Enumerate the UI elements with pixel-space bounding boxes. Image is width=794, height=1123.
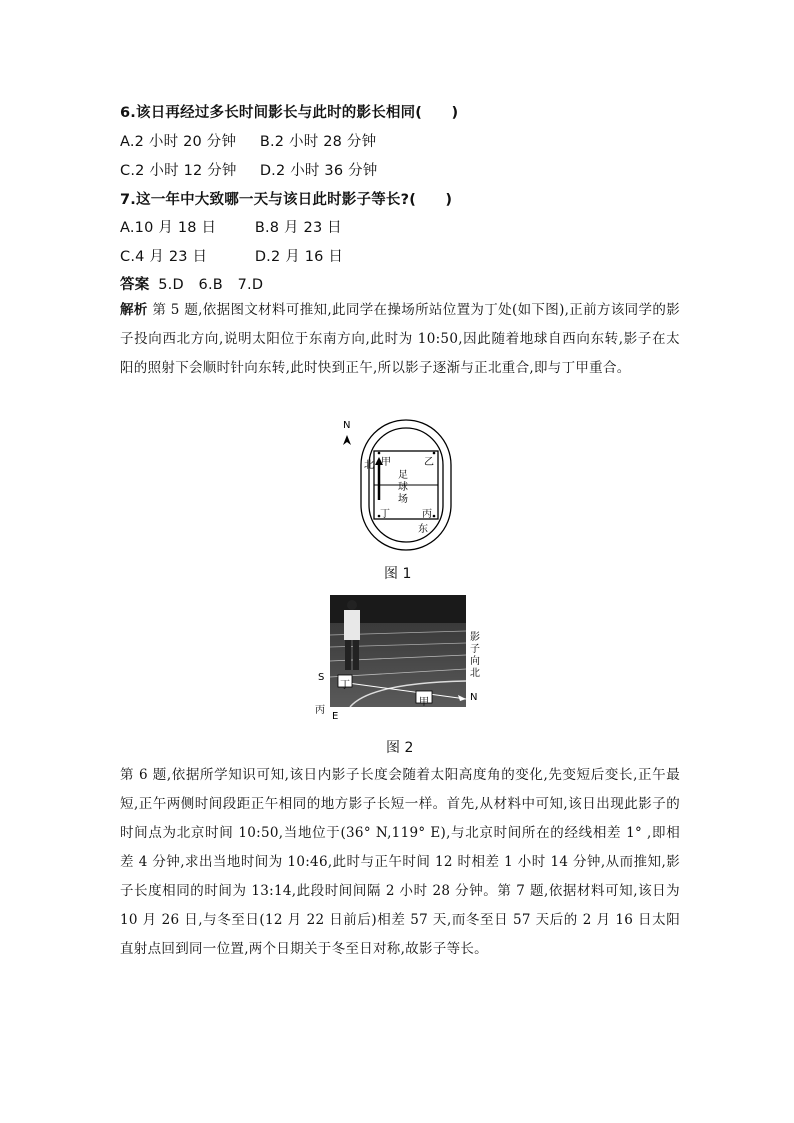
- q7-option-c: C.4 月 23 日: [120, 249, 208, 265]
- fig1-field-label: 足 球 场: [398, 470, 408, 505]
- fig2-shadow-label: 影 子 向 北: [470, 632, 480, 679]
- question-7-text: 7.这一年中大致哪一天与该日此时影子等长?( ): [120, 192, 453, 208]
- analysis-paragraph-1: [120, 296, 680, 383]
- question-7-options-row2: [120, 245, 343, 266]
- figure-2-photo: [330, 595, 466, 707]
- fig2-bing-label: 丙: [315, 705, 325, 716]
- figure-1-caption: 图 1: [384, 566, 412, 582]
- figure-2-caption: 图 2: [386, 740, 414, 756]
- fig2-S-label: S: [318, 672, 325, 683]
- analysis-label: 解析: [120, 302, 148, 318]
- question-6-stem: [120, 101, 458, 122]
- question-6-text: 6.该日再经过多长时间影长与此时的影长相同( ): [120, 105, 459, 121]
- analysis-text-2: 第 6 题,依据所学知识可知,该日内影子长度会随着太阳高度角的变化,先变短后变长,正午最短,正午两侧时间段距正午相同的地方影子长短一样。首先,从材料中可知,该日出现此影子的时间点为北京时间 10:50,当地位于(36° N,119° E),与北京时间所在的经线相差 1° ,即相差 4 分钟,求出当地时间为 10:46,此时与正午时间 12 时相差 1 小时 14 分钟,从而推知,影子长度相同的时间为 13:14,此段时间间隔 2 小时 28 分钟。第 7 题,依据材料可知,该日为 10 月 26 日,与冬至日(12 月 22 日前后)相差 57 天,而冬至日 57 天后的 2 月 16 日太阳直射点回到同一位置,两个日期关于冬至日对称,故影子等长。: [120, 767, 680, 957]
- question-6-options-row2: [120, 159, 378, 180]
- question-6-options-row1: [120, 130, 376, 151]
- analysis-paragraph-2: [120, 761, 680, 964]
- fig1-yi-label: 乙: [424, 457, 434, 468]
- fig2-ding-label: 丁: [340, 680, 350, 691]
- analysis-text-1: 第 5 题,依据图文材料可推知,此同学在操场所站位置为丁处(如下图),正前方该同学的影子投向西北方向,说明太阳位于东南方向,此时为 10:50,因此随着地球自西向东转,影子在太阳的照射下会顺时针向东转,此时快到正午,所以影子逐渐与正北重合,即与丁甲重合。: [120, 302, 680, 376]
- q6-option-b: B.2 小时 28 分钟: [259, 134, 377, 150]
- q7-option-d: D.2 月 16 日: [254, 249, 344, 265]
- fig1-dong-label: 东: [418, 524, 428, 535]
- answer-label: 答案: [120, 277, 150, 293]
- fig1-ding-label: 丁: [380, 509, 390, 520]
- question-7-options-row1: [120, 216, 342, 237]
- fig1-jia-label: 甲: [381, 457, 391, 468]
- q6-option-a: A.2 小时 20 分钟: [120, 134, 237, 150]
- q6-option-d: D.2 小时 36 分钟: [259, 163, 378, 179]
- fig2-E-label: E: [332, 711, 339, 722]
- q6-option-c: C.2 小时 12 分钟: [120, 163, 237, 179]
- fig1-bei-label: 北: [364, 460, 374, 471]
- fig1-north-label: N: [343, 420, 351, 431]
- figure-1-track-diagram: [336, 415, 456, 555]
- answer-line: [120, 273, 263, 294]
- answer-text: 5.D 6.B 7.D: [158, 277, 264, 293]
- fig1-bing-label: 丙: [422, 509, 432, 520]
- q7-option-b: B.8 月 23 日: [254, 220, 342, 236]
- fig2-jia-label: 甲: [419, 697, 429, 708]
- q7-option-a: A.10 月 18 日: [120, 220, 217, 236]
- question-7-stem: [120, 188, 452, 209]
- fig2-N-label: N: [470, 692, 478, 703]
